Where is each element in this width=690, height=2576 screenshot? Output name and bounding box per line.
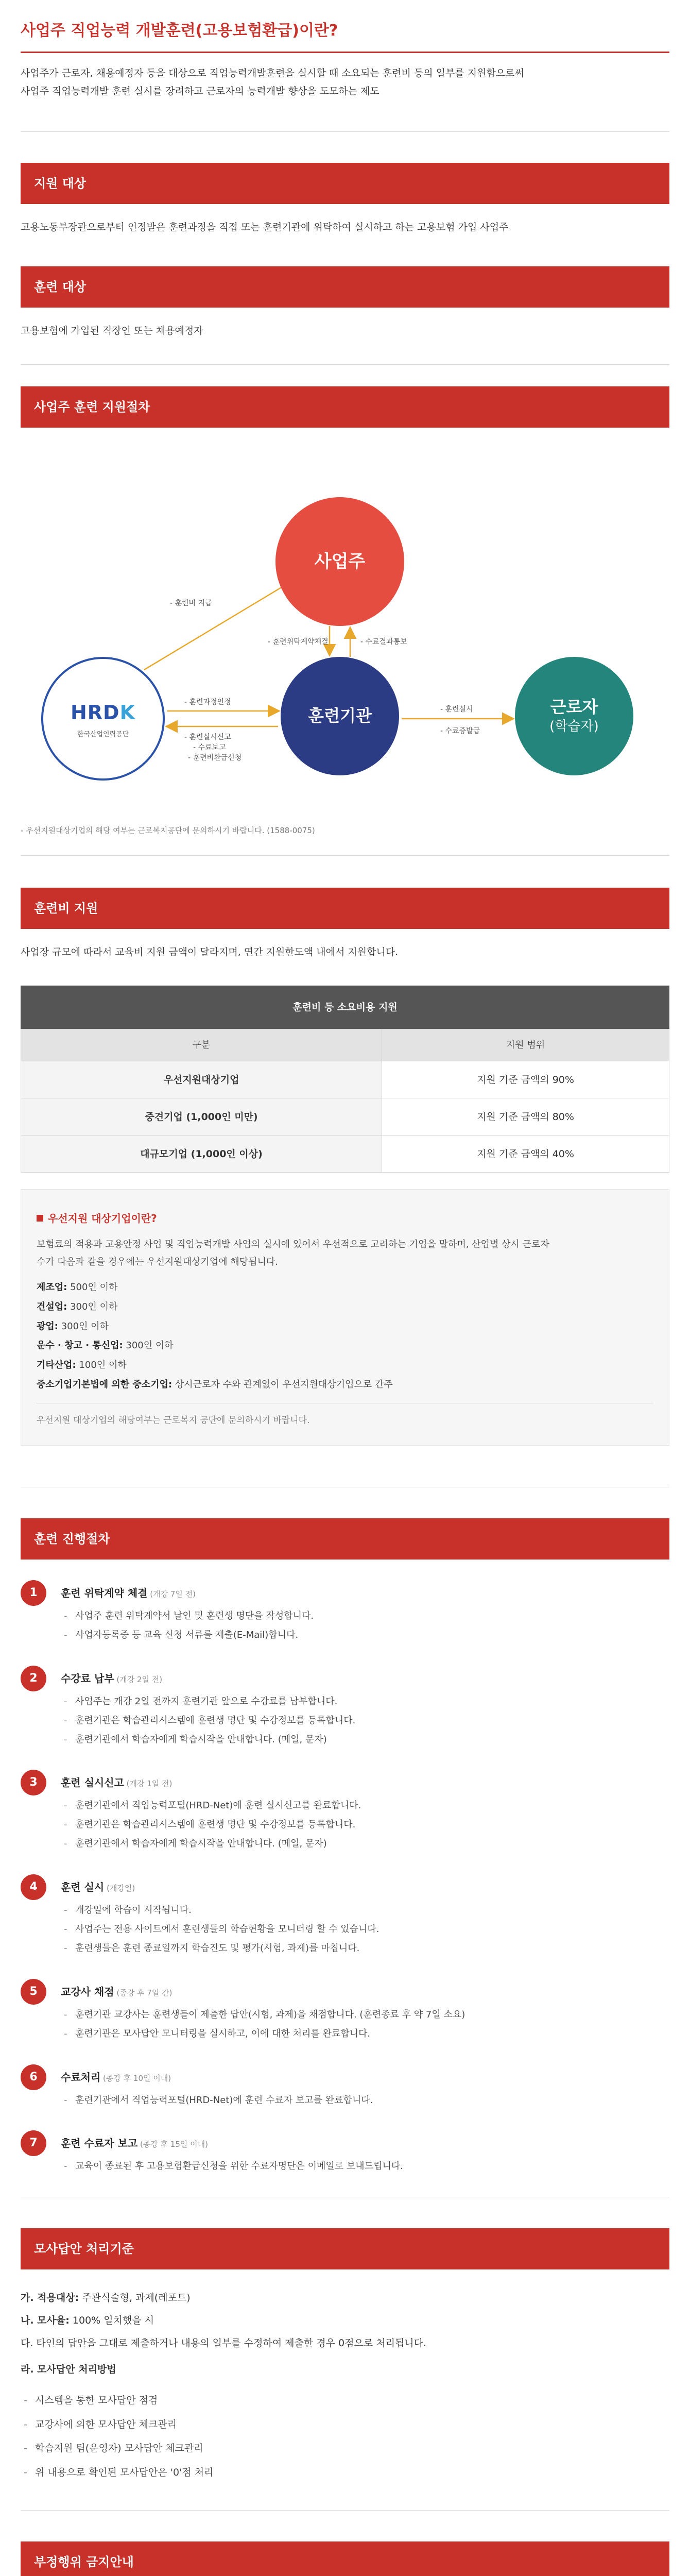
label-report2: - 수료보고	[193, 743, 226, 752]
step-line: - 훈련기관에서 직업능력포털(HRD-Net)에 훈련 수료자 보고를 완료합니다.	[61, 2091, 669, 2110]
step-item	[21, 2130, 669, 2176]
info-title	[37, 1210, 653, 1227]
table-cell-category: 대규모기업 (1,000인 이상)	[21, 1136, 382, 1173]
list-item: 운수 · 창고 · 통신업: 300인 이하	[37, 1340, 174, 1351]
section-heading: 모사답안 처리기준	[21, 2228, 669, 2269]
review-content	[21, 2287, 669, 2484]
label-result: - 수료결과통보	[360, 638, 407, 647]
step-line: - 훈련기관은 모사답안 모니터링을 실시하고, 이에 대한 처리를 완료합니다.	[61, 2025, 669, 2044]
info-desc-line: 보험료의 적용과 고용안정 사업 및 직업능력개발 사업의 실시에 있어서 우선적으로 고려하는 기업을 말하며, 산업별 상시 근로자	[37, 1239, 549, 1250]
list-item: - 교강사에 의한 모사답안 체크관리	[21, 2413, 669, 2437]
institution-label: 훈련기관	[308, 706, 372, 726]
procedure-diagram	[21, 443, 669, 855]
step-title: 훈련 실시 (개강일)	[61, 1881, 135, 1894]
section-heading: 훈련 대상	[21, 266, 669, 308]
table-cell-value: 지원 기준 금액의 90%	[382, 1061, 669, 1098]
hrdk-logo-text: HRD	[70, 701, 120, 724]
section-heading: 훈련비 지원	[21, 888, 669, 929]
table-cell-value: 지원 기준 금액의 40%	[382, 1136, 669, 1173]
section-fee	[21, 888, 669, 1446]
info-note: 우선지원 대상기업의 해당여부는 근로복지 공단에 문의하시기 바랍니다.	[37, 1415, 310, 1426]
step-line: - 사업주는 전용 사이트에서 훈련생들의 학습현황을 모니터링 할 수 있습니다.	[61, 1920, 669, 1939]
table-header: 구분	[21, 1029, 382, 1061]
section-text: 사업장 규모에 따라서 교육비 지원 금액이 달라지며, 연간 지원한도액 내에서 지원합니다.	[21, 946, 399, 958]
step-number-badge: 1	[21, 1580, 46, 1606]
info-desc-line: 수가 다음과 같을 경우에는 우선지원대상기업에 해당됩니다.	[37, 1256, 279, 1267]
step-title: 수강료 납부 (개강 2일 전)	[61, 1672, 163, 1685]
step-title: 교강사 채점 (종강 후 7일 간)	[61, 1985, 173, 1998]
step-line: - 사업자등록증 등 교육 신청 서류를 제출(E-Mail)합니다.	[61, 1626, 669, 1645]
info-desc	[37, 1236, 653, 1270]
review-item: 나. 모사율: 100% 일치했을 시	[21, 2315, 154, 2327]
hrdk-circle	[41, 657, 165, 781]
label-conduct: - 훈련실시	[440, 705, 473, 714]
step-number-badge: 6	[21, 2064, 46, 2090]
step-number-badge: 3	[21, 1770, 46, 1795]
list-item: 중소기업기본법에 의한 중소기업: 상시근로자 수와 관계없이 우선지원대상기업으로 간주	[37, 1379, 393, 1391]
worker-circle	[515, 657, 633, 775]
list-item: 건설업: 300인 이하	[37, 1301, 118, 1312]
section-heading: 훈련 진행절차	[21, 1518, 669, 1560]
step-item	[21, 1979, 669, 2044]
hrdk-logo	[71, 697, 135, 728]
label-fee-pay: - 훈련비 지급	[170, 599, 212, 608]
procedure-note: - 우선지원대상기업의 해당 여부는 근로복지공단에 문의하시기 바랍니다. (1588-0075)	[21, 826, 315, 836]
step-item	[21, 1770, 669, 1854]
steps-list	[21, 1580, 669, 2176]
label-contract: - 훈련위탁계약체결	[268, 638, 329, 647]
step-number-badge: 4	[21, 1874, 46, 1900]
hrdk-name: 한국산업인력공단	[77, 731, 129, 739]
step-title: 훈련 수료자 보고 (종강 후 15일 이내)	[61, 2137, 208, 2150]
divider	[21, 2510, 669, 2511]
label-report3: - 훈련비환급신청	[188, 754, 242, 762]
step-number-badge: 5	[21, 1979, 46, 2005]
step-title: 훈련 위탁계약 체결 (개강 7일 전)	[61, 1587, 196, 1600]
intro-line: 사업주가 근로자, 채용예정자 등을 대상으로 직업능력개발훈련을 실시할 때 소요되는 훈련비 등의 일부를 지원함으로써	[21, 67, 524, 79]
section-text: 고용보험에 가입된 직장인 또는 채용예정자	[21, 325, 203, 336]
step-title: 수료처리 (종강 후 10일 이내)	[61, 2071, 171, 2083]
info-list	[37, 1278, 653, 1395]
page-title: 사업주 직업능력 개발훈련(고용보험환급)이란?	[21, 19, 669, 53]
step-line: - 훈련기관은 학습관리시스템에 훈련생 명단 및 수강정보를 등록합니다.	[61, 1711, 669, 1731]
fee-table-caption: 훈련비 등 소요비용 지원	[21, 986, 669, 1029]
employer-circle	[275, 497, 404, 626]
review-item: 다. 타인의 답안을 그대로 제출하거나 내용의 일부를 수정하여 제출한 경우 0점으로 처리됩니다.	[21, 2337, 427, 2349]
section-target	[21, 163, 669, 235]
section-heading: 부정행위 금지안내	[21, 2541, 669, 2576]
step-line: - 훈련생들은 훈련 종료일까지 학습진도 및 평가(시험, 과제)를 마칩니다.	[61, 1939, 669, 1958]
step-line: - 훈련기관에서 학습자에게 학습시작을 안내합니다. (메일, 문자)	[61, 1835, 669, 1854]
section-procedure	[21, 386, 669, 855]
info-title-text: 우선지원 대상기업이란?	[48, 1212, 157, 1225]
section-heading: 사업주 훈련 지원절차	[21, 386, 669, 428]
step-number-badge: 7	[21, 2130, 46, 2156]
list-item: - 위 내용으로 확인된 모사답안은 '0'점 처리	[21, 2461, 669, 2485]
section-heading: 지원 대상	[21, 163, 669, 204]
table-cell-category: 우선지원대상기업	[21, 1061, 382, 1098]
worker-sublabel: (학습자)	[549, 718, 599, 734]
list-item: 기타산업: 100인 이하	[37, 1360, 127, 1371]
step-item	[21, 1580, 669, 1645]
list-item: 제조업: 500인 이하	[37, 1282, 118, 1293]
divider	[21, 131, 669, 132]
label-approve: - 훈련과정인정	[184, 698, 231, 707]
section-trainee	[21, 266, 669, 338]
step-line: - 사업주는 개강 2일 전까지 훈련기관 앞으로 수강료를 납부합니다.	[61, 1692, 669, 1711]
table-header: 지원 범위	[382, 1029, 669, 1061]
step-item	[21, 1874, 669, 1958]
table-cell-value: 지원 기준 금액의 80%	[382, 1098, 669, 1136]
employer-label: 사업주	[314, 551, 366, 572]
section-review	[21, 2228, 669, 2484]
list-item: - 학습지원 팀(운영자) 모사답안 체크관리	[21, 2436, 669, 2461]
list-item: - 시스템을 통한 모사답안 점검	[21, 2388, 669, 2413]
step-line: - 교육이 종료된 후 고용보험환급신청을 위한 수료자명단은 이메일로 보내드립니다.	[61, 2157, 669, 2176]
section-text: 고용노동부장관으로부터 인정받은 훈련과정을 직접 또는 훈련기관에 위탁하여 실시하고 하는 고용보험 가입 사업주	[21, 222, 509, 233]
hrdk-logo-k: K	[119, 701, 136, 724]
priority-info-box	[21, 1189, 669, 1446]
arrow-hrdk-to-employer	[144, 577, 299, 670]
step-line: - 사업주 훈련 위탁계약서 날인 및 훈련생 명단을 작성합니다.	[61, 1607, 669, 1626]
step-line: - 훈련기관 교강사는 훈련생들이 제출한 답안(시험, 과제)을 채점합니다. (훈련종료 후 약 7일 소요)	[61, 2006, 669, 2025]
list-item: 광업: 300인 이하	[37, 1320, 109, 1332]
section-steps	[21, 1518, 669, 2176]
table-row	[21, 1098, 669, 1136]
institution-circle	[281, 657, 399, 775]
intro-text	[21, 64, 669, 100]
table-row	[21, 1061, 669, 1098]
step-number-badge: 2	[21, 1666, 46, 1691]
divider	[21, 855, 669, 856]
section-fraud	[21, 2541, 669, 2576]
intro-line: 사업주 직업능력개발 훈련 실시를 장려하고 근로자의 능력개발 향상을 도모하는 제도	[21, 86, 380, 97]
step-line: - 개강일에 학습이 시작됩니다.	[61, 1901, 669, 1920]
worker-label: 근로자	[550, 697, 598, 717]
step-item	[21, 2064, 669, 2110]
review-list	[21, 2388, 669, 2484]
table-row	[21, 1136, 669, 1173]
review-item: 가. 적용대상: 주관식술형, 과제(레포트)	[21, 2292, 191, 2304]
fee-table	[21, 986, 669, 1173]
label-report1: - 훈련실시신고	[184, 733, 231, 742]
square-bullet-icon	[37, 1215, 43, 1222]
divider	[21, 364, 669, 365]
step-line: - 훈련기관에서 직업능력포털(HRD-Net)에 훈련 실시신고를 완료합니다.	[61, 1797, 669, 1816]
review-item: 라. 모사답안 처리방법	[21, 2364, 116, 2376]
step-line: - 훈련기관에서 학습자에게 학습시작을 안내합니다. (메일, 문자)	[61, 1731, 669, 1750]
step-title: 훈련 실시신고 (개강 1일 전)	[61, 1776, 173, 1789]
step-item	[21, 1666, 669, 1750]
step-line: - 훈련기관은 학습관리시스템에 훈련생 명단 및 수강정보를 등록합니다.	[61, 1816, 669, 1835]
table-cell-category: 중견기업 (1,000인 미만)	[21, 1098, 382, 1136]
label-cert: - 수료증발급	[440, 727, 480, 736]
